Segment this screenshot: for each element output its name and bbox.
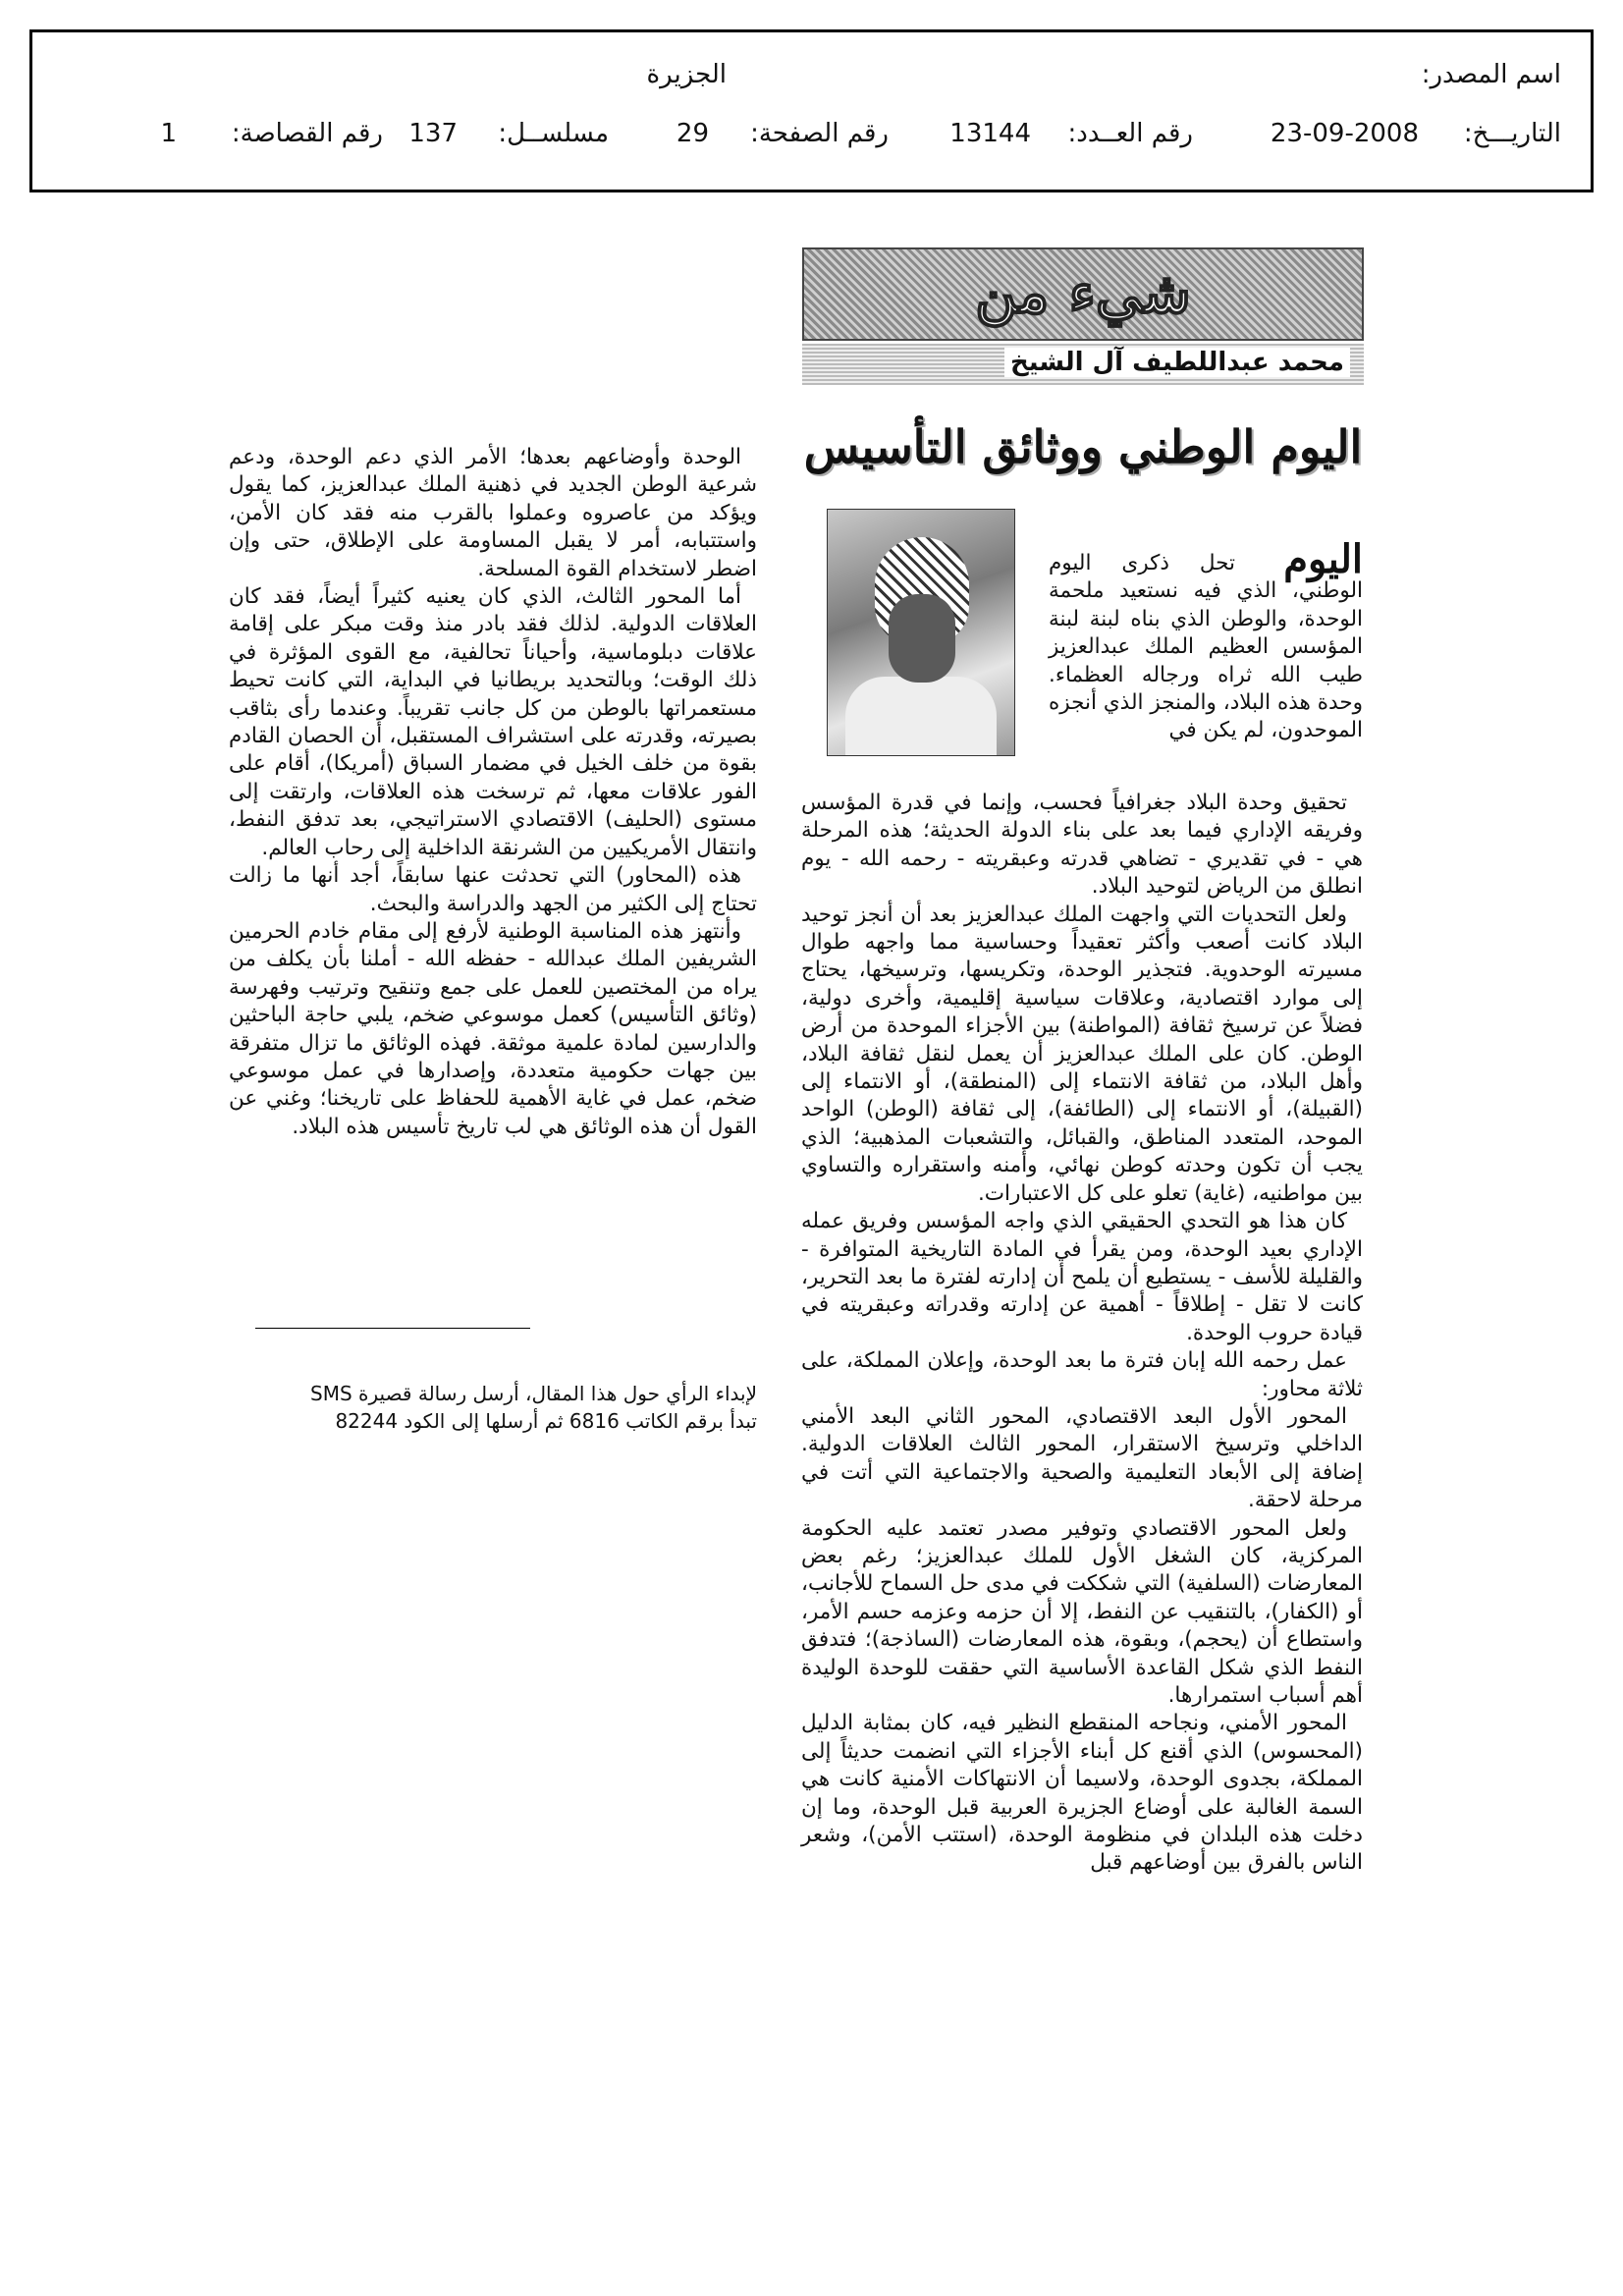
article-right-column [801, 790, 1363, 1878]
source-label: اسم المصدر: [1421, 60, 1561, 89]
article-paragraph: ولعل التحديات التي واجهت الملك عبدالعزيز بعد أن أنجز توحيد البلاد كانت أصعب وأكثر تعقيداً وحساسية مما واجهه طوال مسيرته الوحدوية. فتجذير الوحدة، وتكريسها، وترسيخها، يحتاج إلى موارد اقتصادية، وعلاقات سياسية إقليمية، وأخرى دولية، فضلاً عن ترسيخ ثقافة (المواطنة) بين الأجزاء الموحدة من أرض الوطن. كان على الملك عبدالعزيز أن يعمل لنقل ثقافة البلاد، وأهل البلاد، من ثقافة الانتماء إلى (المنطقة)، أو الانتماء إلى (القبيلة)، أو الانتماء إلى (الطائفة)، إلى ثقافة (الوطن) الواحد الموحد، المتعدد المناطق، والقبائل، والتشعبات المذهبية؛ الذي يجب أن تكون وحدته كوطن نهائي، وأمنه واستقراره والتساوي بين مواطنيه، (غاية) تعلو على كل الاعتبارات. [801, 902, 1363, 1206]
intro-paragraph: تحل ذكرى اليوم الوطني، الذي فيه نستعيد ملحمة الوحدة، والوطن الذي بناه لبنة لبنة المؤسس العظيم الملك عبدالعزيز طيب الله ثراه ورجاله العظماء. وحدة هذه البلاد، والمنجز الذي أنجزه الموحدون، لم يكن في [1049, 551, 1363, 743]
article-paragraph: أما المحور الثالث، الذي كان يعنيه كثيراً أيضاً، فقد كان العلاقات الدولية. لذلك فقد بادر منذ وقت مبكر على إقامة علاقات دبلوماسية، وأحياناً تحالفية، مع القوى المؤثرة في ذلك الوقت؛ وبالتحديد بريطانيا في البداية، التي كانت تحيط مستعمراتها بالوطن من كل جانب تقريباً. وعندما رأى بثاقب بصيرته، وقدرته على استشراف المستقبل، أن الحصان القادم بقوة من خلف الخيل في مضمار السباق (أمريكا)، أقام على الفور علاقات معها، ثم ترسخت هذه العلاقات، وارتقت إلى مستوى (الحليف) الاقتصادي الاستراتيجي، بعد تدفق النفط، وانتقال الأمريكيين من الشرنقة الداخلية إلى رحاب العالم. [229, 584, 757, 860]
sms-line-2: تبدأ برقم الكاتب 6816 ثم أرسلها إلى الكود 82244 [335, 1409, 757, 1433]
article-headline: اليوم الوطني ووثائق التأسيس [803, 420, 1363, 473]
article-paragraph: كان هذا هو التحدي الحقيقي الذي واجه المؤسس وفريق عمله الإداري بعيد الوحدة، ومن يقرأ في المادة التاريخية المتوافرة - والقليلة للأسف - يستطيع أن يلمح أن إدارته لفترة ما بعد التحرير، كانت لا تقل - إطلاقاً - أهمية عن إدارته وقدراته وعبقريته في قيادة حروب الوحدة. [801, 1209, 1363, 1345]
page-value: 29 [676, 119, 709, 148]
column-name: شيء من [975, 259, 1191, 326]
issue-label: رقم العــدد: [1067, 119, 1193, 148]
article-paragraph: المحور الأول البعد الاقتصادي، المحور الثاني البعد الأمني الداخلي وترسيخ الاستقرار، المحور الثالث العلاقات الدولية. إضافة إلى الأبعاد التعليمية والصحية والاجتماعية التي أتت في مرحلة لاحقة. [801, 1403, 1363, 1513]
article-paragraph: هذه (المحاور) التي تحدثت عنها سابقاً، أجد أنها ما زالت تحتاج إلى الكثير من الجهد والدراسة والبحث. [229, 863, 757, 916]
date-label: التاريـــخ: [1463, 119, 1561, 148]
clipping-value: 1 [160, 119, 177, 148]
source-value: الجزيرة [646, 60, 727, 89]
article-left-column [229, 444, 757, 1141]
lead-word: اليوم [1283, 536, 1363, 582]
page-label: رقم الصفحة: [750, 119, 889, 148]
serial-label: مسلســل: [498, 119, 609, 148]
date-value: 23-09-2008 [1270, 119, 1419, 148]
sms-line-1: لإبداء الرأي حول هذا المقال، أرسل رسالة قصيرة SMS [310, 1382, 757, 1405]
byline-bar [802, 344, 1364, 385]
article-paragraph: الوحدة وأوضاعهم بعدها؛ الأمر الذي دعم الوحدة، ودعم شرعية الوطن الجديد في ذهنية الملك عبدالعزيز، كما يقول ويؤكد من عاصروه وعملوا بالقرب منه فقد كان الأمن، واستتبابه، أمر لا يقبل المساومة على الإطلاق، حتى وإن اضطر لاستخدام القوة المسلحة. [229, 445, 757, 581]
clipping-header [29, 29, 1594, 192]
serial-value: 137 [408, 119, 458, 148]
article-paragraph: عمل رحمه الله إبان فترة ما بعد الوحدة، وإعلان المملكة، على ثلاثة محاور: [801, 1348, 1363, 1401]
divider [255, 1328, 530, 1329]
author-name: محمد عبداللطيف آل الشيخ [1004, 348, 1350, 377]
article-paragraph: المحور الأمني، ونجاحه المنقطع النظير فيه، كان بمثابة الدليل (المحسوس) الذي أقنع كل أبناء الأجزاء التي انضمت حديثاً إلى المملكة، بجدوى الوحدة، ولاسيما أن الانتهاكات الأمنية كانت هي السمة الغالبة على أوضاع الجزيرة العربية قبل الوحدة، وما إن دخلت هذه البلدان في منظومة الوحدة، (استتب الأمن)، وشعر الناس بالفرق بين أوضاعهم قبل [801, 1711, 1363, 1876]
sms-note [229, 1380, 757, 1435]
issue-value: 13144 [949, 119, 1031, 148]
clipping-label: رقم القصاصة: [231, 119, 383, 148]
article-paragraph: وأنتهز هذه المناسبة الوطنية لأرفع إلى مقام خادم الحرمين الشريفين الملك عبدالله - حفظه الله - أملنا بأن يكلف من يراه من المختصين للعمل على جمع وتنقيح وترتيب وفهرسة (وثائق التأسيس) كعمل موسوعي ضخم، يلبي حاجة الباحثين والدارسين لمادة علمية موثقة. فهذه الوثائق ما تزال متفرقة بين جهات حكومية متعددة، وإصدارها في عمل موسوعي ضخم، عمل في غاية الأهمية للحفاظ على تاريخنا؛ وغني عن القول أن هذه الوثائق هي لب تاريخ تأسيس هذه البلاد. [229, 918, 757, 1139]
author-photo [827, 509, 1015, 756]
article-paragraph: تحقيق وحدة البلاد جغرافياً فحسب، وإنما في قدرة المؤسس وفريقه الإداري فيما بعد على بناء الدولة الحديثة؛ هذه المرحلة هي - في تقديري - تضاهي قدرته وعبقريته - رحمه الله - يوم انطلق من الرياض لتوحيد البلاد. [801, 791, 1363, 900]
article-paragraph: ولعل المحور الاقتصادي وتوفير مصدر تعتمد عليه الحكومة المركزية، كان الشغل الأول للملك عبدالعزيز؛ رغم بعض المعارضات (السلفية) التي شككت في مدى حل السماح للأجانب، أو (الكفار)، بالتنقيب عن النفط، إلا أن حزمه وعزمه حسم الأمر، واستطاع أن (يحجم)، وبقوة، هذه المعارضات (الساذجة)؛ فتدفق النفط الذي شكل القاعدة الأساسية التي حققت للوحدة الوليدة أهم أسباب استمرارها. [801, 1515, 1363, 1708]
column-masthead [802, 247, 1364, 341]
